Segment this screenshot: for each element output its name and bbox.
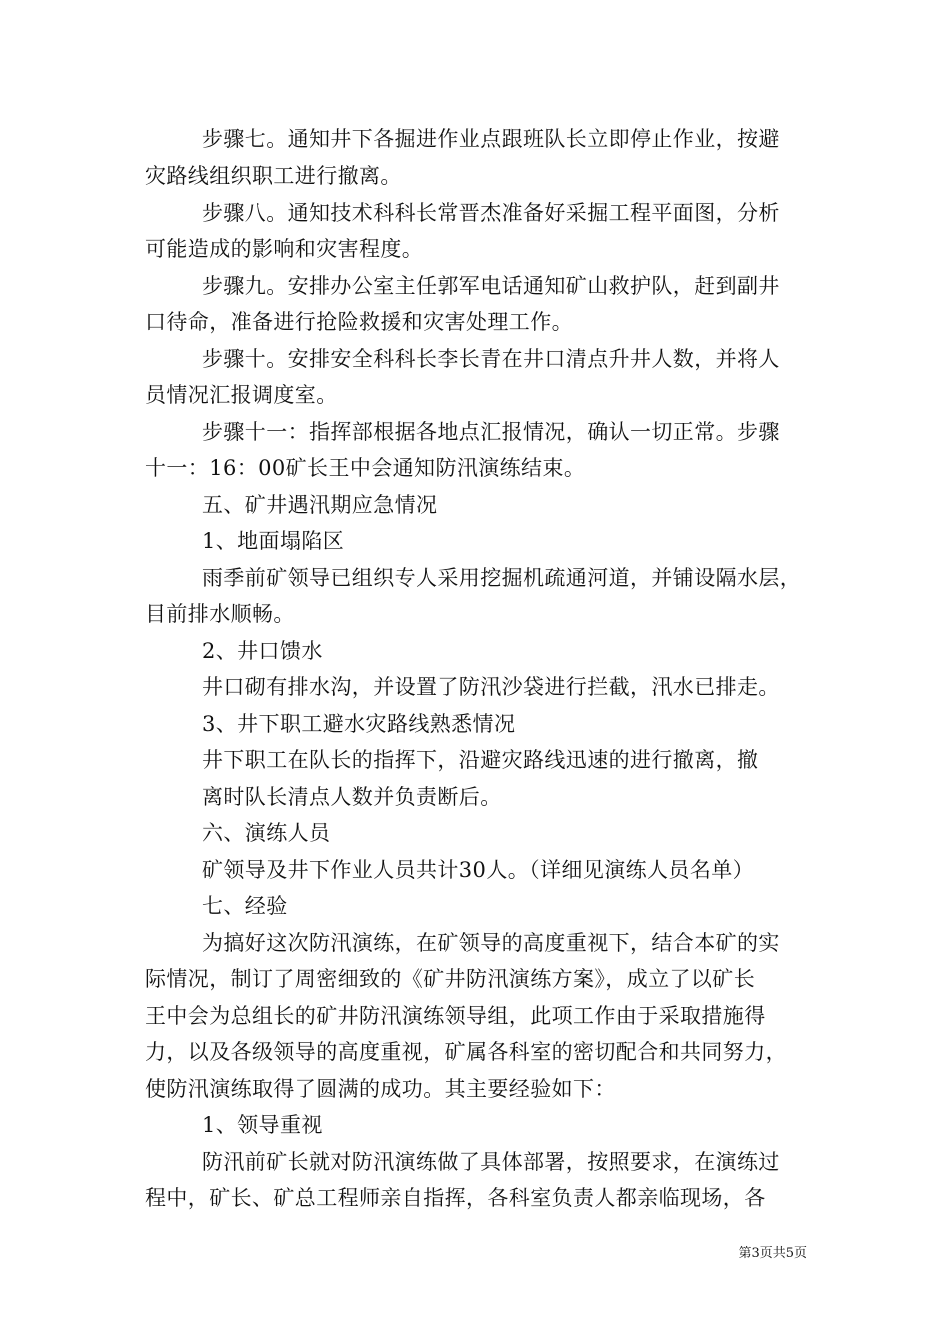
text-line: 步骤十。安排安全科科长李长青在井口清点升井人数，并将人	[202, 347, 780, 371]
section-heading: 七、经验	[202, 894, 288, 918]
page-number: 第3页共5页	[738, 1246, 807, 1261]
text-line: 井下职工在队长的指挥下，沿避灾路线迅速的进行撤离，撤	[202, 748, 759, 772]
text-line: 际情况，制订了周密细致的《矿井防汛演练方案》，成立了以矿长	[145, 967, 756, 991]
text-line: 可能造成的影响和灾害程度。	[145, 237, 424, 261]
subsection-heading: 3、井下职工避水灾路线熟悉情况	[202, 712, 516, 736]
text-line: 口待命，准备进行抢险救援和灾害处理工作。	[145, 310, 573, 334]
text-line: 防汛前矿长就对防汛演练做了具体部署，按照要求，在演练过	[202, 1150, 780, 1174]
text-line: 步骤十一：指挥部根据各地点汇报情况，确认一切正常。步骤	[202, 420, 780, 444]
text-line: 使防汛演练取得了圆满的成功。其主要经验如下：	[145, 1077, 616, 1101]
subsection-heading: 2、井口馈水	[202, 639, 323, 663]
text-line: 王中会为总组长的矿井防汛演练领导组，此项工作由于采取措施得	[145, 1004, 766, 1028]
text-line: 步骤八。通知技术科科长常晋杰准备好采掘工程平面图，分析	[202, 201, 780, 225]
text-line: 步骤七。通知井下各掘进作业点跟班队长立即停止作业，按避	[202, 127, 780, 151]
text-line: 力，以及各级领导的高度重视，矿属各科室的密切配合和共同努力，	[145, 1040, 787, 1064]
section-heading: 六、演练人员	[202, 821, 331, 845]
text-line: 十一：16：00矿长王中会通知防汛演练结束。	[145, 456, 586, 480]
text-line: 步骤九。安排办公室主任郭军电话通知矿山救护队，赶到副井	[202, 274, 780, 298]
text-line: 灾路线组织职工进行撤离。	[145, 164, 402, 188]
text-line: 目前排水顺畅。	[145, 602, 295, 626]
subsection-heading: 1、地面塌陷区	[202, 529, 345, 553]
section-heading: 五、矿井遇汛期应急情况	[202, 493, 438, 517]
subsection-heading: 1、领导重视	[202, 1113, 323, 1137]
text-line: 矿领导及井下作业人员共计30人。（详细见演练人员名单）	[202, 858, 755, 882]
text-line: 为搞好这次防汛演练，在矿领导的高度重视下，结合本矿的实	[202, 931, 780, 955]
text-line: 程中，矿长、矿总工程师亲自指挥，各科室负责人都亲临现场，各	[145, 1186, 766, 1210]
text-line: 井口砌有排水沟，并设置了防汛沙袋进行拦截，汛水已排走。	[202, 675, 780, 699]
text-line: 员情况汇报调度室。	[145, 383, 338, 407]
text-line: 雨季前矿领导已组织专人采用挖掘机疏通河道，并铺设隔水层，	[202, 566, 802, 590]
text-line: 离时队长清点人数并负责断后。	[202, 785, 502, 809]
